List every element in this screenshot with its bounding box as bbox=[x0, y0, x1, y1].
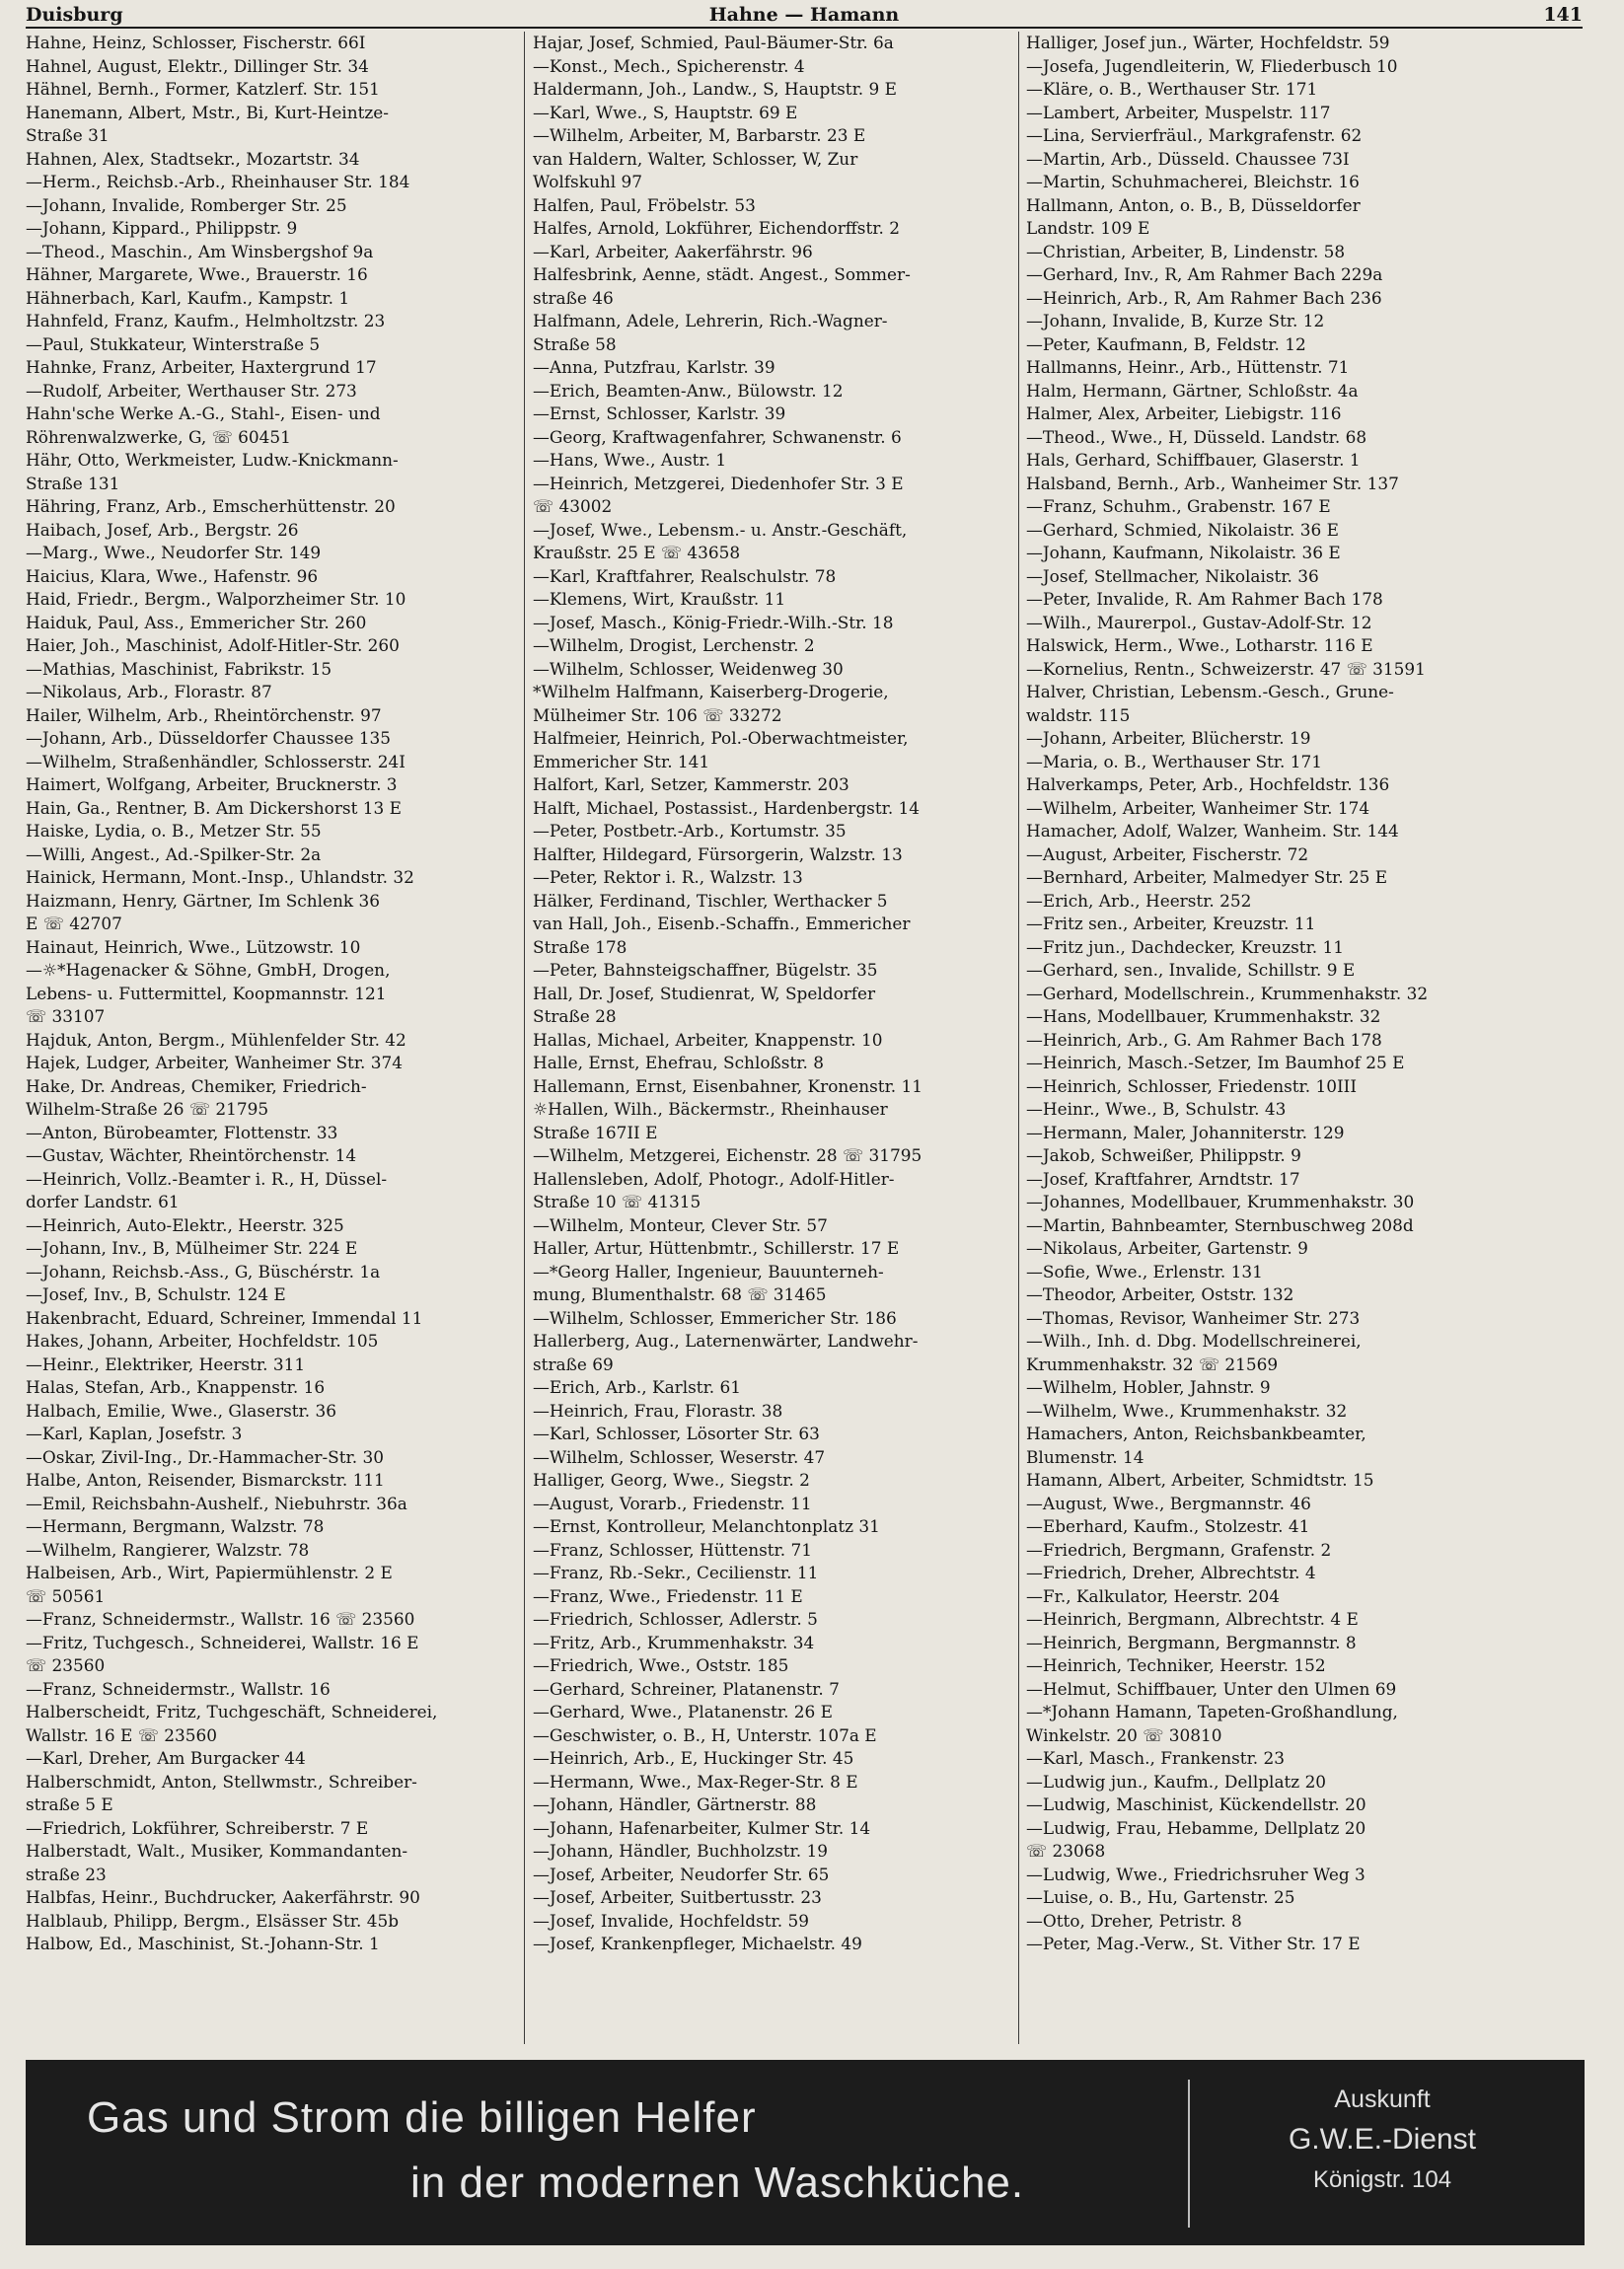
directory-entry-line: Haibach, Josef, Arb., Bergstr. 26 bbox=[26, 519, 299, 540]
directory-entry-line: —Friedrich, Bergmann, Grafenstr. 2 bbox=[1026, 1539, 1332, 1560]
directory-entry-line: —Ludwig, Frau, Hebamme, Dellplatz 20 bbox=[1026, 1817, 1366, 1838]
directory-entry-line: Halliger, Josef jun., Wärter, Hochfeldstr. 59 bbox=[1026, 33, 1390, 52]
directory-entry-line: Halbfas, Heinr., Buchdrucker, Aakerfährstr. 90 bbox=[26, 1887, 420, 1907]
directory-entry-line: —Fritz jun., Dachdecker, Kreuzstr. 11 bbox=[1026, 936, 1345, 957]
directory-entry-line: —Wilhelm, Schlosser, Weserstr. 47 bbox=[533, 1446, 826, 1467]
directory-entry-line: —Karl, Arbeiter, Aakerfährstr. 96 bbox=[533, 241, 813, 261]
directory-entry-line: —Wilhelm, Schlosser, Emmericher Str. 186 bbox=[533, 1307, 897, 1328]
directory-entry-line: —Heinrich, Bergmann, Bergmannstr. 8 bbox=[1026, 1632, 1357, 1652]
directory-entry-line: —Lina, Servierfräul., Markgrafenstr. 62 bbox=[1026, 125, 1363, 145]
directory-entry-line: —Konst., Mech., Spicherenstr. 4 bbox=[533, 55, 805, 76]
directory-entry-line: —*Georg Haller, Ingenieur, Bauunterneh- bbox=[533, 1261, 884, 1281]
directory-entry-line: —Bernhard, Arbeiter, Malmedyer Str. 25 E bbox=[1026, 867, 1388, 887]
directory-entry-line: —Eberhard, Kaufm., Stolzestr. 41 bbox=[1026, 1516, 1310, 1536]
column-2 bbox=[533, 32, 1022, 2044]
directory-entry-line: —Heinrich, Schlosser, Friedenstr. 10III bbox=[1026, 1075, 1358, 1096]
directory-entry-line: —Heinr., Wwe., B, Schulstr. 43 bbox=[1026, 1099, 1287, 1119]
header-name-range: Hahne — Hamann bbox=[708, 4, 900, 26]
directory-entry-line: Hals, Gerhard, Schiffbauer, Glaserstr. 1 bbox=[1026, 450, 1361, 470]
directory-entry-line: —Josef, Wwe., Lebensm.- u. Anstr.-Geschäft, bbox=[533, 519, 908, 540]
directory-entry-line: —Josef, Masch., König-Friedr.-Wilh.-Str. 18 bbox=[533, 612, 894, 632]
directory-entry-line: —Wilhelm, Straßenhändler, Schlosserstr. 24I bbox=[26, 751, 406, 771]
directory-entry-line: —Johann, Inv., B, Mülheimer Str. 224 E bbox=[26, 1238, 358, 1258]
directory-entry-line: —Marg., Wwe., Neudorfer Str. 149 bbox=[26, 543, 322, 562]
directory-entry-line: *Wilhelm Halfmann, Kaiserberg-Drogerie, bbox=[533, 682, 889, 701]
ad-headline: Gas und Strom die billigen Helfer bbox=[87, 2093, 757, 2142]
directory-entry-line: —Johann, Invalide, Romberger Str. 25 bbox=[26, 194, 347, 215]
directory-entry-line: Lebens- u. Futtermittel, Koopmannstr. 121 bbox=[26, 983, 387, 1003]
directory-entry-line: ☏ 43002 bbox=[533, 496, 613, 516]
directory-entry-line: —Peter, Rektor i. R., Walzstr. 13 bbox=[533, 867, 803, 887]
directory-entry-line: —Franz, Rb.-Sekr., Cecilienstr. 11 bbox=[533, 1563, 819, 1582]
directory-entry-line: —Gerhard, Schmied, Nikolaistr. 36 E bbox=[1026, 519, 1339, 540]
directory-entry-line: —Oskar, Zivil-Ing., Dr.-Hammacher-Str. 30 bbox=[26, 1446, 384, 1467]
directory-entry-line: Hakes, Johann, Arbeiter, Hochfeldstr. 105 bbox=[26, 1331, 379, 1351]
directory-entry-line: —Luise, o. B., Hu, Gartenstr. 25 bbox=[1026, 1887, 1295, 1907]
directory-entry-line: —Wilhelm, Monteur, Clever Str. 57 bbox=[533, 1214, 828, 1235]
advertisement-banner bbox=[26, 2060, 1585, 2245]
directory-entry-line: Haid, Friedr., Bergm., Walporzheimer Str. 10 bbox=[26, 589, 406, 609]
directory-entry-line: —Ludwig jun., Kaufm., Dellplatz 20 bbox=[1026, 1771, 1327, 1792]
directory-entry-line: —Peter, Kaufmann, B, Feldstr. 12 bbox=[1026, 333, 1306, 354]
directory-entry-line: Halverkamps, Peter, Arb., Hochfeldstr. 136 bbox=[1026, 774, 1390, 794]
header-city: Duisburg bbox=[26, 4, 123, 26]
directory-entry-line: —Heinrich, Bergmann, Albrechtstr. 4 E bbox=[1026, 1609, 1359, 1629]
directory-entry-line: —Wilhelm, Metzgerei, Eichenstr. 28 ☏ 31795 bbox=[533, 1145, 923, 1165]
directory-entry-line: Straße 10 ☏ 41315 bbox=[533, 1192, 701, 1211]
directory-entry-line: Hallerberg, Aug., Laternenwärter, Landwehr- bbox=[533, 1331, 919, 1351]
column-3 bbox=[1026, 32, 1515, 2044]
directory-entry-line: —Sofie, Wwe., Erlenstr. 131 bbox=[1026, 1261, 1263, 1281]
directory-entry-line: straße 5 E bbox=[26, 1794, 113, 1814]
directory-entry-line: Halbow, Ed., Maschinist, St.-Johann-Str. 1 bbox=[26, 1934, 380, 1953]
header-rule bbox=[26, 27, 1583, 29]
directory-entry-line: —Theod., Wwe., H, Düsseld. Landstr. 68 bbox=[1026, 426, 1367, 447]
directory-entry-line: Hamachers, Anton, Reichsbankbeamter, bbox=[1026, 1424, 1366, 1443]
directory-entry-line: —Gerhard, Wwe., Platanenstr. 26 E bbox=[533, 1702, 833, 1721]
directory-entry-line: —Josef, Inv., B, Schulstr. 124 E bbox=[26, 1284, 286, 1304]
directory-entry-line: straße 46 bbox=[533, 287, 614, 308]
directory-entry-line: —Josef, Arbeiter, Neudorfer Str. 65 bbox=[533, 1864, 830, 1884]
directory-entry-line: van Hall, Joh., Eisenb.-Schaffn., Emmericher bbox=[533, 914, 911, 933]
directory-entry-line: Hamacher, Adolf, Walzer, Wanheim. Str. 144 bbox=[1026, 821, 1399, 841]
directory-entry-line: Halver, Christian, Lebensm.-Gesch., Grune- bbox=[1026, 682, 1394, 701]
directory-entry-line: —Heinrich, Arb., R, Am Rahmer Bach 236 bbox=[1026, 287, 1382, 308]
column-divider bbox=[1018, 32, 1019, 2044]
directory-entry-line: —Emil, Reichsbahn-Aushelf., Niebuhrstr. 36a bbox=[26, 1493, 407, 1513]
directory-entry-line: Straße 31 bbox=[26, 125, 110, 145]
directory-entry-line: —Johann, Kippard., Philippstr. 9 bbox=[26, 218, 298, 238]
directory-entry-line: —Johann, Hafenarbeiter, Kulmer Str. 14 bbox=[533, 1817, 871, 1838]
directory-entry-line: Haizmann, Henry, Gärtner, Im Schlenk 36 bbox=[26, 890, 380, 911]
directory-entry-line: Hainick, Hermann, Mont.-Insp., Uhlandstr. 32 bbox=[26, 867, 414, 887]
directory-entry-line: —Gustav, Wächter, Rheintörchenstr. 14 bbox=[26, 1145, 357, 1165]
directory-entry-line: —Johann, Invalide, B, Kurze Str. 12 bbox=[1026, 311, 1325, 330]
directory-entry-line: —Karl, Schlosser, Lösorter Str. 63 bbox=[533, 1424, 820, 1443]
directory-entry-line: Hainaut, Heinrich, Wwe., Lützowstr. 10 bbox=[26, 936, 361, 957]
directory-entry-line: —Martin, Schuhmacherei, Bleichstr. 16 bbox=[1026, 172, 1360, 191]
directory-entry-line: Röhrenwalzwerke, G, ☏ 60451 bbox=[26, 426, 291, 447]
directory-entry-line: Hahn'sche Werke A.-G., Stahl-, Eisen- und bbox=[26, 403, 381, 423]
directory-entry-line: —Maria, o. B., Werthauser Str. 171 bbox=[1026, 751, 1322, 771]
directory-entry-line: —Franz, Schneidermstr., Wallstr. 16 ☏ 23560 bbox=[26, 1609, 415, 1629]
directory-entry-line: Krummenhakstr. 32 ☏ 21569 bbox=[1026, 1354, 1279, 1374]
directory-entry-line: Hähner, Margarete, Wwe., Brauerstr. 16 bbox=[26, 264, 368, 284]
directory-entry-line: —Klemens, Wirt, Kraußstr. 11 bbox=[533, 589, 786, 609]
directory-entry-line: Hajek, Ludger, Arbeiter, Wanheimer Str. 374 bbox=[26, 1053, 404, 1072]
directory-entry-line: Halswick, Herm., Wwe., Lotharstr. 116 E bbox=[1026, 635, 1373, 655]
directory-entry-line: Hallmanns, Heinr., Arb., Hüttenstr. 71 bbox=[1026, 357, 1350, 377]
directory-entry-line: Hailer, Wilhelm, Arb., Rheintörchenstr. 97 bbox=[26, 704, 382, 725]
directory-entry-line: —Heinrich, Techniker, Heerstr. 152 bbox=[1026, 1655, 1326, 1675]
directory-entry-line: Landstr. 109 E bbox=[1026, 218, 1150, 238]
directory-entry-line: —Johann, Arb., Düsseldorfer Chaussee 135 bbox=[26, 728, 392, 748]
directory-entry-line: —Willi, Angest., Ad.-Spilker-Str. 2a bbox=[26, 843, 322, 864]
directory-entry-line: —Friedrich, Lokführer, Schreiberstr. 7 E bbox=[26, 1817, 369, 1838]
directory-entry-line: Halas, Stefan, Arb., Knappenstr. 16 bbox=[26, 1377, 326, 1397]
directory-entry-line: —Ernst, Kontrolleur, Melanchtonplatz 31 bbox=[533, 1516, 880, 1536]
directory-entry-line: Hajduk, Anton, Bergm., Mühlenfelder Str. 42 bbox=[26, 1029, 406, 1050]
directory-entry-line: —Wilh., Maurerpol., Gustav-Adolf-Str. 12 bbox=[1026, 612, 1372, 632]
directory-entry-line: —Franz, Wwe., Friedenstr. 11 E bbox=[533, 1585, 803, 1606]
directory-entry-line: —Martin, Arb., Düsseld. Chaussee 73I bbox=[1026, 148, 1350, 169]
directory-entry-line: —Anton, Bürobeamter, Flottenstr. 33 bbox=[26, 1122, 338, 1142]
column-1 bbox=[26, 32, 515, 2044]
directory-entry-line: —Kläre, o. B., Werthauser Str. 171 bbox=[1026, 79, 1318, 99]
directory-entry-line: —Peter, Invalide, R. Am Rahmer Bach 178 bbox=[1026, 589, 1383, 609]
directory-entry-line: Hahnen, Alex, Stadtsekr., Mozartstr. 34 bbox=[26, 148, 360, 169]
directory-entry-line: Straße 131 bbox=[26, 473, 120, 493]
directory-entry-line: Halfes, Arnold, Lokführer, Eichendorffstr. 2 bbox=[533, 218, 900, 238]
directory-entry-line: Hamann, Albert, Arbeiter, Schmidtstr. 15 bbox=[1026, 1470, 1374, 1490]
directory-entry-line: —Gerhard, Schreiner, Platanenstr. 7 bbox=[533, 1678, 840, 1699]
directory-entry-line: —Karl, Kraftfahrer, Realschulstr. 78 bbox=[533, 565, 837, 586]
directory-entry-line: Halbeisen, Arb., Wirt, Papiermühlenstr. 2 E bbox=[26, 1563, 393, 1582]
page-header bbox=[26, 4, 1583, 26]
directory-entry-line: —Karl, Masch., Frankenstr. 23 bbox=[1026, 1748, 1286, 1768]
directory-entry-line: Hahnke, Franz, Arbeiter, Haxtergrund 17 bbox=[26, 357, 377, 377]
directory-entry-line: Wolfskuhl 97 bbox=[533, 172, 642, 191]
directory-entry-line: Haicius, Klara, Wwe., Hafenstr. 96 bbox=[26, 565, 319, 586]
directory-entry-line: Hälker, Ferdinand, Tischler, Werthacker 5 bbox=[533, 890, 888, 911]
directory-entry-line: —Thomas, Revisor, Wanheimer Str. 273 bbox=[1026, 1307, 1361, 1328]
directory-entry-line: Hake, Dr. Andreas, Chemiker, Friedrich- bbox=[26, 1075, 367, 1096]
directory-entry-line: —Josef, Kraftfahrer, Arndtstr. 17 bbox=[1026, 1168, 1300, 1189]
directory-entry-line: —Karl, Dreher, Am Burgacker 44 bbox=[26, 1748, 306, 1768]
directory-entry-line: Hähnel, Bernh., Former, Katzlerf. Str. 151 bbox=[26, 79, 380, 99]
directory-entry-line: Haier, Joh., Maschinist, Adolf-Hitler-Str. 260 bbox=[26, 635, 400, 655]
directory-entry-line: —Wilhelm, Hobler, Jahnstr. 9 bbox=[1026, 1377, 1271, 1397]
directory-entry-line: Straße 28 bbox=[533, 1006, 617, 1026]
directory-entry-line: —Lambert, Arbeiter, Muspelstr. 117 bbox=[1026, 102, 1331, 122]
directory-entry-line: —Friedrich, Dreher, Albrechtstr. 4 bbox=[1026, 1563, 1316, 1582]
directory-entry-line: Halfmeier, Heinrich, Pol.-Oberwachtmeister, bbox=[533, 728, 909, 748]
directory-entry-line: Hallemann, Ernst, Eisenbahner, Kronenstr. 11 bbox=[533, 1075, 923, 1096]
directory-entry-line: —Martin, Bahnbeamter, Sternbuschweg 208d bbox=[1026, 1214, 1414, 1235]
ad-service-name: G.W.E.-Dienst bbox=[1288, 2123, 1477, 2156]
directory-entry-line: Halfmann, Adele, Lehrerin, Rich.-Wagner- bbox=[533, 311, 888, 330]
directory-entry-line: —Heinr., Elektriker, Heerstr. 311 bbox=[26, 1354, 306, 1374]
directory-entry-line: —Heinrich, Masch.-Setzer, Im Baumhof 25 E bbox=[1026, 1053, 1405, 1072]
directory-entry-line: —Josef, Krankenpfleger, Michaelstr. 49 bbox=[533, 1934, 862, 1953]
directory-entry-line: —Nikolaus, Arb., Florastr. 87 bbox=[26, 682, 272, 701]
directory-entry-line: —Otto, Dreher, Petristr. 8 bbox=[1026, 1910, 1242, 1931]
directory-entry-line: —Peter, Postbetr.-Arb., Kortumstr. 35 bbox=[533, 821, 847, 841]
directory-entry-line: —Christian, Arbeiter, B, Lindenstr. 58 bbox=[1026, 241, 1346, 261]
directory-entry-line: —Josefa, Jugendleiterin, W, Fliederbusch 10 bbox=[1026, 55, 1398, 76]
directory-entry-line: Halfesbrink, Aenne, städt. Angest., Sommer- bbox=[533, 264, 911, 284]
directory-entry-line: —Rudolf, Arbeiter, Werthauser Str. 273 bbox=[26, 380, 357, 401]
directory-entry-line: —Heinrich, Auto-Elektr., Heerstr. 325 bbox=[26, 1214, 344, 1235]
directory-entry-line: —Wilh., Inh. d. Dbg. Modellschreinerei, bbox=[1026, 1331, 1362, 1351]
directory-entry-line: —Wilhelm, Drogist, Lerchenstr. 2 bbox=[533, 635, 815, 655]
directory-entry-line: —August, Wwe., Bergmannstr. 46 bbox=[1026, 1493, 1311, 1513]
directory-entry-line: —Johann, Reichsb.-Ass., G, Büschérstr. 1a bbox=[26, 1261, 381, 1281]
directory-entry-line: —Franz, Schuhm., Grabenstr. 167 E bbox=[1026, 496, 1331, 516]
directory-entry-line: Hajar, Josef, Schmied, Paul-Bäumer-Str. 6a bbox=[533, 33, 894, 52]
directory-entry-line: Hahne, Heinz, Schlosser, Fischerstr. 66I bbox=[26, 33, 366, 52]
directory-entry-line: Wallstr. 16 E ☏ 23560 bbox=[26, 1724, 217, 1745]
directory-entry-line: Halsband, Bernh., Arb., Wanheimer Str. 137 bbox=[1026, 473, 1399, 493]
directory-entry-line: Halberschmidt, Anton, Stellwmstr., Schreiber- bbox=[26, 1771, 417, 1792]
directory-entry-line: —Johannes, Modellbauer, Krummenhakstr. 30 bbox=[1026, 1192, 1415, 1211]
directory-entry-line: ☏ 23068 bbox=[1026, 1841, 1106, 1861]
directory-entry-line: Hahnfeld, Franz, Kaufm., Helmholtzstr. 23 bbox=[26, 311, 386, 330]
directory-entry-line: Halblaub, Philipp, Bergm., Elsässer Str. 45b bbox=[26, 1910, 400, 1931]
directory-entry-line: Halft, Michael, Postassist., Hardenbergstr. 14 bbox=[533, 797, 921, 818]
directory-entry-line: Haimert, Wolfgang, Arbeiter, Brucknerstr. 3 bbox=[26, 774, 398, 794]
directory-entry-line: —Josef, Invalide, Hochfeldstr. 59 bbox=[533, 1910, 809, 1931]
directory-entry-line: straße 23 bbox=[26, 1864, 107, 1884]
directory-entry-line: Halberstadt, Walt., Musiker, Kommandanten- bbox=[26, 1841, 408, 1861]
directory-entry-line: Halfort, Karl, Setzer, Kammerstr. 203 bbox=[533, 774, 849, 794]
directory-entry-line: —Geschwister, o. B., H, Unterstr. 107a E bbox=[533, 1724, 877, 1745]
directory-entry-line: Straße 167II E bbox=[533, 1122, 658, 1142]
directory-entry-line: ☏ 23560 bbox=[26, 1655, 106, 1675]
directory-entry-line: —Gerhard, sen., Invalide, Schillstr. 9 E bbox=[1026, 960, 1356, 980]
page-number: 141 bbox=[1543, 4, 1583, 26]
directory-entry-line: Haiske, Lydia, o. B., Metzer Str. 55 bbox=[26, 821, 322, 841]
directory-entry-line: straße 69 bbox=[533, 1354, 614, 1374]
directory-entry-line: —Heinrich, Arb., E, Huckinger Str. 45 bbox=[533, 1748, 854, 1768]
directory-entry-line: ☏ 33107 bbox=[26, 1006, 106, 1026]
directory-entry-line: Hähnerbach, Karl, Kaufm., Kampstr. 1 bbox=[26, 287, 350, 308]
directory-entry-line: Hallas, Michael, Arbeiter, Knappenstr. 10 bbox=[533, 1029, 883, 1050]
directory-entry-line: Hallmann, Anton, o. B., B, Düsseldorfer bbox=[1026, 194, 1361, 215]
directory-entry-line: —Franz, Schneidermstr., Wallstr. 16 bbox=[26, 1678, 331, 1699]
directory-entry-line: Hallensleben, Adolf, Photogr., Adolf-Hitler- bbox=[533, 1168, 895, 1189]
ad-address: Königstr. 104 bbox=[1312, 2166, 1452, 2193]
directory-entry-line: —Johann, Händler, Buchholzstr. 19 bbox=[533, 1841, 828, 1861]
directory-entry-line: —Hermann, Bergmann, Walzstr. 78 bbox=[26, 1516, 325, 1536]
directory-entry-line: Hall, Dr. Josef, Studienrat, W, Speldorfer bbox=[533, 983, 876, 1003]
directory-entry-line: —Hans, Modellbauer, Krummenhakstr. 32 bbox=[1026, 1006, 1381, 1026]
directory-entry-line: —Fr., Kalkulator, Heerstr. 204 bbox=[1026, 1585, 1280, 1606]
directory-entry-line: Hahnel, August, Elektr., Dillinger Str. 34 bbox=[26, 55, 369, 76]
directory-entry-line: —Johann, Kaufmann, Nikolaistr. 36 E bbox=[1026, 543, 1341, 562]
directory-entry-line: —Fritz, Arb., Krummenhakstr. 34 bbox=[533, 1632, 815, 1652]
directory-entry-line: dorfer Landstr. 61 bbox=[26, 1192, 180, 1211]
directory-entry-line: Hain, Ga., Rentner, B. Am Dickershorst 13 E bbox=[26, 797, 402, 818]
directory-entry-line: —Franz, Schlosser, Hüttenstr. 71 bbox=[533, 1539, 812, 1560]
directory-entry-line: —*Johann Hamann, Tapeten-Großhandlung, bbox=[1026, 1702, 1398, 1721]
directory-entry-line: Haller, Artur, Hüttenbmtr., Schillerstr. 17 E bbox=[533, 1238, 900, 1258]
directory-entry-line: Winkelstr. 20 ☏ 30810 bbox=[1026, 1724, 1222, 1745]
directory-entry-line: —August, Arbeiter, Fischerstr. 72 bbox=[1026, 843, 1309, 864]
directory-entry-line: —Peter, Mag.-Verw., St. Vither Str. 17 E bbox=[1026, 1934, 1361, 1953]
directory-entry-line: Hähr, Otto, Werkmeister, Ludw.-Knickmann- bbox=[26, 450, 399, 470]
directory-entry-line: Emmericher Str. 141 bbox=[533, 751, 710, 771]
directory-entry-line: Halle, Ernst, Ehefrau, Schloßstr. 8 bbox=[533, 1053, 824, 1072]
directory-entry-line: —Peter, Bahnsteigschaffner, Bügelstr. 35 bbox=[533, 960, 878, 980]
column-divider bbox=[524, 32, 525, 2044]
directory-entry-line: Halbe, Anton, Reisender, Bismarckstr. 111 bbox=[26, 1470, 385, 1490]
directory-entry-line: —Herm., Reichsb.-Arb., Rheinhauser Str. 184 bbox=[26, 172, 410, 191]
directory-entry-line: Hanemann, Albert, Mstr., Bi, Kurt-Heintze- bbox=[26, 102, 389, 122]
directory-entry-line: —Mathias, Maschinist, Fabrikstr. 15 bbox=[26, 658, 332, 679]
directory-entry-line: Wilhelm-Straße 26 ☏ 21795 bbox=[26, 1099, 269, 1119]
directory-entry-line: —Wilhelm, Schlosser, Weidenweg 30 bbox=[533, 658, 844, 679]
directory-entry-line: —Josef, Stellmacher, Nikolaistr. 36 bbox=[1026, 565, 1319, 586]
directory-entry-line: —Erich, Arb., Karlstr. 61 bbox=[533, 1377, 742, 1397]
directory-entry-line: —Ernst, Schlosser, Karlstr. 39 bbox=[533, 403, 786, 423]
directory-entry-line: —Heinrich, Metzgerei, Diedenhofer Str. 3 E bbox=[533, 473, 904, 493]
directory-entry-line: —Wilhelm, Rangierer, Walzstr. 78 bbox=[26, 1539, 310, 1560]
directory-entry-line: van Haldern, Walter, Schlosser, W, Zur bbox=[533, 148, 858, 169]
directory-entry-line: Haiduk, Paul, Ass., Emmericher Str. 260 bbox=[26, 612, 367, 632]
directory-entry-line: —Heinrich, Frau, Florastr. 38 bbox=[533, 1400, 783, 1421]
directory-entry-line: Halmer, Alex, Arbeiter, Liebigstr. 116 bbox=[1026, 403, 1342, 423]
directory-entry-line: Hähring, Franz, Arb., Emscherhüttenstr. 20 bbox=[26, 496, 396, 516]
directory-entry-line: —Paul, Stukkateur, Winterstraße 5 bbox=[26, 333, 321, 354]
directory-entry-line: Halberscheidt, Fritz, Tuchgeschäft, Schneiderei, bbox=[26, 1702, 438, 1721]
directory-entry-line: —Wilhelm, Wwe., Krummenhakstr. 32 bbox=[1026, 1400, 1348, 1421]
directory-entry-line: —Kornelius, Rentn., Schweizerstr. 47 ☏ 31591 bbox=[1026, 658, 1426, 679]
directory-entry-line: —Gerhard, Inv., R, Am Rahmer Bach 229a bbox=[1026, 264, 1383, 284]
directory-entry-line: waldstr. 115 bbox=[1026, 704, 1131, 725]
directory-entry-line: mung, Blumenthalstr. 68 ☏ 31465 bbox=[533, 1284, 827, 1304]
directory-entry-line: —Heinrich, Arb., G. Am Rahmer Bach 178 bbox=[1026, 1029, 1382, 1050]
directory-entry-line: Halfter, Hildegard, Fürsorgerin, Walzstr. 13 bbox=[533, 843, 903, 864]
directory-entry-line: —Theod., Maschin., Am Winsbergshof 9a bbox=[26, 241, 374, 261]
directory-entry-line: Halfen, Paul, Fröbelstr. 53 bbox=[533, 194, 756, 215]
directory-entry-line: —Karl, Kaplan, Josefstr. 3 bbox=[26, 1424, 243, 1443]
directory-entry-line: —☼*Hagenacker & Söhne, GmbH, Drogen, bbox=[26, 960, 391, 980]
directory-entry-line: Mülheimer Str. 106 ☏ 33272 bbox=[533, 704, 782, 725]
directory-entry-line: —Gerhard, Modellschrein., Krummenhakstr. 32 bbox=[1026, 983, 1429, 1003]
directory-entry-line: —Erich, Arb., Heerstr. 252 bbox=[1026, 890, 1252, 911]
directory-entry-line: —Hermann, Maler, Johanniterstr. 129 bbox=[1026, 1122, 1345, 1142]
directory-entry-line: E ☏ 42707 bbox=[26, 914, 122, 933]
directory-entry-line: —Johann, Arbeiter, Blücherstr. 19 bbox=[1026, 728, 1311, 748]
directory-entry-line: —Friedrich, Schlosser, Adlerstr. 5 bbox=[533, 1609, 818, 1629]
ad-subline: in der modernen Waschküche. bbox=[410, 2159, 1025, 2207]
directory-entry-line: —Karl, Wwe., S, Hauptstr. 69 E bbox=[533, 102, 798, 122]
directory-entry-line: —Nikolaus, Arbeiter, Gartenstr. 9 bbox=[1026, 1238, 1308, 1258]
directory-entry-line: Halbach, Emilie, Wwe., Glaserstr. 36 bbox=[26, 1400, 336, 1421]
ad-info-label: Auskunft bbox=[1334, 2086, 1431, 2113]
directory-entry-line: —Heinrich, Vollz.-Beamter i. R., H, Düssel- bbox=[26, 1168, 388, 1189]
directory-entry-line: Halliger, Georg, Wwe., Siegstr. 2 bbox=[533, 1470, 810, 1490]
ad-divider bbox=[1188, 2080, 1190, 2228]
directory-entry-line: ☏ 50561 bbox=[26, 1585, 106, 1606]
directory-entry-line: Haldermann, Joh., Landw., S, Hauptstr. 9 E bbox=[533, 79, 897, 99]
directory-entry-line: —Friedrich, Wwe., Oststr. 185 bbox=[533, 1655, 789, 1675]
directory-entry-line: —Hermann, Wwe., Max-Reger-Str. 8 E bbox=[533, 1771, 858, 1792]
directory-entry-line: —Erich, Beamten-Anw., Bülowstr. 12 bbox=[533, 380, 844, 401]
directory-entry-line: —Fritz sen., Arbeiter, Kreuzstr. 11 bbox=[1026, 914, 1316, 933]
directory-entry-line: Halm, Hermann, Gärtner, Schloßstr. 4a bbox=[1026, 380, 1359, 401]
directory-entry-line: ☼Hallen, Wilh., Bäckermstr., Rheinhauser bbox=[533, 1099, 888, 1119]
directory-entry-line: —Ludwig, Maschinist, Kückendellstr. 20 bbox=[1026, 1794, 1366, 1814]
directory-entry-line: —Theodor, Arbeiter, Oststr. 132 bbox=[1026, 1284, 1294, 1304]
directory-entry-line: —Johann, Händler, Gärtnerstr. 88 bbox=[533, 1794, 817, 1814]
directory-entry-line: —Georg, Kraftwagenfahrer, Schwanenstr. 6 bbox=[533, 426, 902, 447]
directory-entry-line: —Jakob, Schweißer, Philippstr. 9 bbox=[1026, 1145, 1301, 1165]
directory-entry-line: Hakenbracht, Eduard, Schreiner, Immendal 11 bbox=[26, 1307, 423, 1328]
directory-entry-line: —Helmut, Schiffbauer, Unter den Ulmen 69 bbox=[1026, 1678, 1397, 1699]
directory-entry-line: —August, Vorarb., Friedenstr. 11 bbox=[533, 1493, 812, 1513]
directory-entry-line: —Wilhelm, Arbeiter, Wanheimer Str. 174 bbox=[1026, 797, 1370, 818]
directory-entry-line: —Ludwig, Wwe., Friedrichsruher Weg 3 bbox=[1026, 1864, 1366, 1884]
directory-entry-line: —Hans, Wwe., Austr. 1 bbox=[533, 450, 727, 470]
directory-entry-line: Straße 58 bbox=[533, 333, 617, 354]
directory-entry-line: —Josef, Arbeiter, Suitbertusstr. 23 bbox=[533, 1887, 822, 1907]
directory-entry-line: Kraußstr. 25 E ☏ 43658 bbox=[533, 543, 741, 562]
directory-entry-line: —Anna, Putzfrau, Karlstr. 39 bbox=[533, 357, 775, 377]
directory-entry-line: Straße 178 bbox=[533, 936, 627, 957]
directory-entry-line: —Wilhelm, Arbeiter, M, Barbarstr. 23 E bbox=[533, 125, 866, 145]
directory-entry-line: Blumenstr. 14 bbox=[1026, 1446, 1144, 1467]
directory-entry-line: —Fritz, Tuchgesch., Schneiderei, Wallstr. 16 E bbox=[26, 1632, 419, 1652]
